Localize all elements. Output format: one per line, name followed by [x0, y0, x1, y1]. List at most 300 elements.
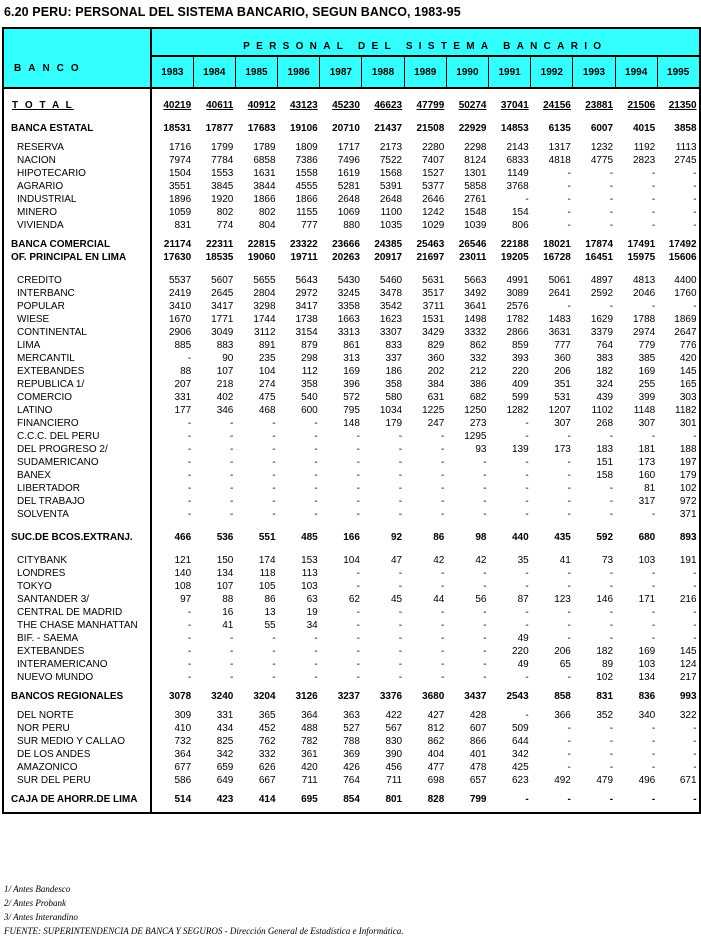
value-cell: 3313	[337, 327, 360, 338]
value-cell: 2645	[211, 288, 234, 299]
value-cell: 540	[301, 392, 318, 403]
value-cell: -	[483, 607, 487, 618]
value-cell: 879	[301, 340, 318, 351]
value-cell: 22815	[247, 239, 276, 250]
bank-name: WIESE	[3, 313, 151, 326]
value-cell: -	[567, 794, 571, 805]
value-cell: 623	[512, 775, 529, 786]
bank-row	[3, 593, 700, 606]
value-cell: 7407	[422, 155, 445, 166]
value-cell: -	[356, 633, 360, 644]
value-cell: 680	[638, 532, 656, 543]
bank-row	[3, 206, 700, 219]
value-cell: 123	[554, 594, 571, 605]
value-cell: 206	[554, 366, 571, 377]
value-cell: -	[525, 794, 529, 805]
value-cell: 1789	[253, 142, 276, 153]
spacer-cell	[362, 544, 404, 554]
value-cell: -	[440, 620, 445, 631]
value-cell: 309	[174, 710, 192, 721]
value-cell: 104	[343, 555, 360, 566]
value-cell: 891	[258, 340, 276, 351]
value-cell: 105	[258, 581, 276, 592]
value-cell: 774	[216, 220, 234, 231]
bank-name: INDUSTRIAL	[3, 193, 151, 206]
bank-row	[3, 606, 700, 619]
value-cell: 21350	[657, 99, 699, 112]
value-cell: 3680	[422, 691, 445, 702]
value-cell: 188	[657, 443, 699, 456]
value-cell: 514	[174, 794, 192, 805]
spacer-cell	[573, 544, 615, 554]
spacer-cell	[235, 112, 277, 122]
value-cell: 197	[657, 456, 699, 469]
value-cell: 102	[657, 482, 699, 495]
value-cell: 802	[216, 207, 234, 218]
footnote: 1/ Antes Bandesco	[4, 884, 71, 894]
bank-row	[3, 417, 700, 430]
spacer-cell	[404, 521, 446, 531]
value-cell: 63	[306, 594, 318, 605]
value-cell: -	[609, 220, 614, 231]
value-cell: 342	[512, 749, 529, 760]
value-cell: -	[651, 723, 656, 734]
spacer-cell	[320, 112, 362, 122]
value-cell: -	[230, 431, 234, 442]
value-cell: 6135	[548, 123, 571, 134]
bank-row	[3, 761, 700, 774]
value-cell: 324	[596, 379, 614, 390]
value-cell: 439	[596, 392, 614, 403]
value-cell: -	[483, 659, 487, 670]
value-cell: 485	[301, 532, 318, 543]
value-cell: 3492	[464, 288, 487, 299]
value-cell: 3237	[337, 691, 360, 702]
value-cell: 1059	[168, 207, 192, 218]
value-cell: 174	[258, 555, 276, 566]
value-cell: 358	[385, 379, 403, 390]
value-cell: 25463	[416, 239, 445, 250]
value-cell: 777	[554, 340, 571, 351]
value-cell: 993	[657, 690, 699, 703]
bank-row	[3, 326, 700, 339]
value-cell: 89	[601, 659, 614, 670]
value-cell: 2280	[422, 142, 445, 153]
value-cell: 1663	[337, 314, 360, 325]
value-cell: 567	[385, 723, 403, 734]
spacer-row	[3, 806, 700, 813]
value-cell: 365	[258, 710, 276, 721]
value-cell: 49	[517, 633, 529, 644]
value-cell: 1799	[211, 142, 234, 153]
value-cell: -	[609, 483, 614, 494]
value-cell: 2972	[295, 288, 318, 299]
value-cell: 527	[343, 723, 360, 734]
value-cell: 695	[301, 794, 318, 805]
value-cell: -	[440, 607, 445, 618]
value-cell: 181	[638, 444, 656, 455]
value-cell: 1568	[379, 168, 403, 179]
value-cell: -	[314, 633, 318, 644]
spacer-cell	[531, 544, 573, 554]
value-cell: 825	[216, 736, 234, 747]
value-cell: -	[525, 568, 529, 579]
value-cell: -	[657, 167, 699, 180]
value-cell: -	[398, 659, 403, 670]
value-cell: 4991	[506, 275, 529, 286]
value-cell: 22188	[500, 239, 529, 250]
value-cell: 1716	[168, 142, 192, 153]
value-cell: 169	[638, 646, 656, 657]
value-cell: -	[651, 168, 656, 179]
value-cell: -	[440, 509, 445, 520]
value-cell: -	[609, 736, 614, 747]
value-cell: -	[356, 470, 360, 481]
value-cell: -	[609, 581, 614, 592]
bank-row	[3, 274, 700, 287]
value-cell: -	[657, 300, 699, 313]
value-cell: -	[440, 431, 445, 442]
spacer-cell	[278, 264, 320, 274]
value-cell: -	[314, 672, 318, 683]
year-header: 1987	[320, 56, 362, 88]
value-cell: -	[567, 620, 571, 631]
value-cell: 496	[638, 775, 656, 786]
value-cell: 107	[216, 366, 234, 377]
banco-column-header: BANCO	[3, 56, 151, 88]
bank-name: OF. PRINCIPAL EN LIMA	[3, 251, 151, 264]
value-cell: 369	[343, 749, 360, 760]
value-cell: 41	[222, 620, 234, 631]
value-cell: 218	[216, 379, 234, 390]
value-cell: -	[609, 431, 614, 442]
value-cell: 1866	[295, 194, 318, 205]
value-cell: -	[525, 431, 529, 442]
value-cell: -	[230, 509, 234, 520]
value-cell: 3551	[168, 181, 192, 192]
value-cell: 42	[433, 555, 445, 566]
value-cell: 5391	[379, 181, 403, 192]
value-cell: 3154	[295, 327, 318, 338]
value-cell: 3332	[464, 327, 487, 338]
value-cell: -	[398, 431, 403, 442]
value-cell: 862	[427, 736, 445, 747]
spacer-cell	[320, 264, 362, 274]
spacer-cell	[531, 521, 573, 531]
value-cell: 586	[174, 775, 192, 786]
bank-row	[3, 300, 700, 313]
bank-row	[3, 469, 700, 482]
value-cell: 151	[596, 457, 614, 468]
value-cell: 478	[469, 762, 487, 773]
value-cell: 1069	[337, 207, 360, 218]
value-cell: 893	[657, 531, 699, 544]
bank-name: C.C.C. DEL PERU	[3, 430, 151, 443]
value-cell: 479	[596, 775, 614, 786]
value-cell: -	[657, 580, 699, 593]
value-cell: -	[651, 181, 656, 192]
value-cell: 97	[180, 594, 192, 605]
value-cell: 16	[222, 607, 234, 618]
value-cell: -	[525, 470, 529, 481]
value-cell: 352	[596, 710, 614, 721]
value-cell: 46623	[374, 100, 403, 111]
header-row-banner	[3, 28, 700, 56]
value-cell: 1039	[464, 220, 487, 231]
value-cell: 626	[258, 762, 276, 773]
value-cell: 20710	[332, 123, 360, 134]
bank-name: NACION	[3, 154, 151, 167]
value-cell: 98	[475, 532, 487, 543]
value-cell: -	[657, 567, 699, 580]
value-cell: 1034	[379, 405, 403, 416]
value-cell: 19711	[290, 252, 318, 263]
bank-name: AMAZONICO	[3, 761, 151, 774]
value-cell: -	[356, 672, 360, 683]
value-cell: 1527	[422, 168, 445, 179]
value-cell: 182	[596, 366, 614, 377]
value-cell: -	[440, 646, 445, 657]
value-cell: -	[187, 633, 192, 644]
section-row	[3, 238, 700, 251]
spacer-cell	[404, 544, 446, 554]
value-cell: -	[398, 444, 403, 455]
value-cell: 1192	[633, 142, 656, 153]
spacer-cell	[489, 264, 531, 274]
value-cell: -	[609, 762, 614, 773]
value-cell: -	[314, 470, 318, 481]
value-cell: -	[567, 736, 571, 747]
value-cell: 165	[657, 378, 699, 391]
bank-name: DEL NORTE	[3, 709, 151, 722]
value-cell: 861	[343, 340, 360, 351]
value-cell: -	[356, 457, 360, 468]
value-cell: 166	[343, 532, 360, 543]
value-cell: -	[609, 496, 614, 507]
spacer-cell	[489, 544, 531, 554]
value-cell: 435	[554, 532, 571, 543]
spacer-cell	[193, 521, 235, 531]
value-cell: -	[398, 568, 403, 579]
value-cell: -	[525, 509, 529, 520]
value-cell: 15606	[657, 251, 699, 264]
value-cell: 509	[512, 723, 529, 734]
value-cell: -	[651, 581, 656, 592]
value-cell: 409	[512, 379, 529, 390]
value-cell: -	[483, 457, 487, 468]
value-cell: -	[314, 418, 318, 429]
footnote: 3/ Antes Interandino	[4, 912, 78, 922]
value-cell: -	[230, 470, 234, 481]
spacer-cell	[573, 88, 615, 99]
value-cell: 404	[427, 749, 445, 760]
value-cell: 206	[554, 646, 571, 657]
spacer-cell	[320, 521, 362, 531]
value-cell: -	[230, 457, 234, 468]
value-cell: -	[567, 607, 571, 618]
value-cell: 1866	[253, 194, 276, 205]
value-cell: 854	[343, 794, 360, 805]
bank-name: THE CHASE MANHATTAN	[3, 619, 151, 632]
value-cell: 18021	[543, 239, 571, 250]
bank-row	[3, 404, 700, 417]
spacer-cell	[657, 264, 699, 274]
value-cell: 2648	[337, 194, 360, 205]
section-row	[3, 122, 700, 135]
value-cell: -	[356, 659, 360, 670]
bank-name: LONDRES	[3, 567, 151, 580]
value-cell: 150	[216, 555, 234, 566]
spacer-cell	[404, 112, 446, 122]
value-cell: 425	[512, 762, 529, 773]
value-cell: -	[398, 607, 403, 618]
value-cell: 7974	[168, 155, 192, 166]
spacer-cell	[531, 806, 573, 813]
value-cell: 456	[385, 762, 403, 773]
value-cell: 81	[644, 483, 656, 494]
value-cell: 107	[216, 581, 234, 592]
value-cell: 1301	[464, 168, 487, 179]
value-cell: 22929	[458, 123, 487, 134]
bank-row	[3, 352, 700, 365]
value-cell: 73	[601, 555, 614, 566]
spacer-cell	[573, 806, 615, 813]
value-cell: 21506	[627, 100, 656, 111]
value-cell: 103	[638, 659, 656, 670]
spacer-cell	[235, 264, 277, 274]
value-cell: 1631	[253, 168, 276, 179]
value-cell: 762	[258, 736, 276, 747]
spacer-cell	[657, 88, 699, 99]
value-cell: 831	[596, 691, 614, 702]
value-cell: -	[187, 353, 192, 364]
value-cell: -	[483, 620, 487, 631]
value-cell: -	[230, 646, 234, 657]
value-cell: -	[187, 496, 192, 507]
value-cell: -	[356, 444, 360, 455]
value-cell: 5643	[295, 275, 318, 286]
value-cell: -	[187, 620, 192, 631]
value-cell: -	[651, 633, 656, 644]
bank-name: LIMA	[3, 339, 151, 352]
table-banner: PERSONAL DEL SISTEMA BANCARIO	[151, 28, 700, 56]
year-header: 1991	[489, 56, 531, 88]
value-cell: -	[609, 194, 614, 205]
spacer-cell	[489, 112, 531, 122]
bank-name: T O T A L	[3, 99, 151, 112]
value-cell: 220	[512, 646, 529, 657]
spacer-cell	[3, 521, 151, 531]
value-cell: 361	[301, 749, 318, 760]
spacer-cell	[615, 521, 657, 531]
value-cell: -	[567, 431, 571, 442]
value-cell: -	[567, 581, 571, 592]
year-header: 1985	[235, 56, 277, 88]
value-cell: -	[314, 483, 318, 494]
value-cell: 216	[657, 593, 699, 606]
spacer-cell	[531, 264, 573, 274]
value-cell: -	[483, 509, 487, 520]
value-cell: -	[567, 749, 571, 760]
value-cell: -	[609, 620, 614, 631]
value-cell: -	[272, 457, 276, 468]
year-header: 1988	[362, 56, 404, 88]
value-cell: -	[398, 672, 403, 683]
value-cell: -	[356, 646, 360, 657]
value-cell: 782	[301, 736, 318, 747]
value-cell: 2804	[253, 288, 276, 299]
value-cell: 1155	[296, 207, 318, 218]
value-cell: 393	[512, 353, 529, 364]
value-cell: 1149	[507, 168, 529, 179]
value-cell: -	[187, 444, 192, 455]
value-cell: 3126	[295, 691, 318, 702]
value-cell: -	[651, 431, 656, 442]
value-cell: -	[567, 483, 571, 494]
value-cell: 212	[469, 366, 487, 377]
bank-name: DEL PROGRESO 2/	[3, 443, 151, 456]
value-cell: 179	[657, 469, 699, 482]
value-cell: -	[272, 483, 276, 494]
bank-row	[3, 154, 700, 167]
value-cell: 146	[596, 594, 614, 605]
value-cell: -	[272, 659, 276, 670]
value-cell: 682	[469, 392, 487, 403]
value-cell: 2648	[379, 194, 403, 205]
value-cell: 317	[638, 496, 656, 507]
bank-name: CITYBANK	[3, 554, 151, 567]
total-row	[3, 99, 700, 112]
value-cell: -	[483, 496, 487, 507]
bank-row	[3, 645, 700, 658]
bank-row	[3, 774, 700, 787]
value-cell: 62	[348, 594, 360, 605]
value-cell: 44	[433, 594, 445, 605]
value-cell: 45	[391, 594, 403, 605]
value-cell: 2543	[506, 691, 529, 702]
value-cell: -	[651, 194, 656, 205]
value-cell: 160	[638, 470, 656, 481]
value-cell: 3417	[211, 301, 234, 312]
value-cell: 47	[391, 555, 403, 566]
value-cell: -	[567, 470, 571, 481]
value-cell: 18531	[163, 123, 192, 134]
value-cell: -	[651, 620, 656, 631]
value-cell: 358	[301, 379, 318, 390]
value-cell: 1242	[422, 207, 445, 218]
bank-row	[3, 167, 700, 180]
value-cell: 118	[259, 568, 276, 579]
value-cell: 4400	[657, 274, 699, 287]
value-cell: -	[651, 749, 656, 760]
value-cell: -	[651, 736, 656, 747]
value-cell: 183	[596, 444, 614, 455]
value-cell: 385	[638, 353, 656, 364]
value-cell: -	[440, 633, 445, 644]
value-cell: 26546	[458, 239, 487, 250]
value-cell: -	[314, 496, 318, 507]
value-cell: 3410	[168, 301, 192, 312]
value-cell: 1035	[379, 220, 403, 231]
value-cell: 402	[216, 392, 234, 403]
header-corner	[3, 28, 151, 56]
spacer-cell	[362, 88, 404, 99]
value-cell: 86	[264, 594, 276, 605]
value-cell: 17683	[247, 123, 276, 134]
value-cell: 346	[216, 405, 234, 416]
value-cell: -	[567, 220, 571, 231]
value-cell: 531	[554, 392, 571, 403]
